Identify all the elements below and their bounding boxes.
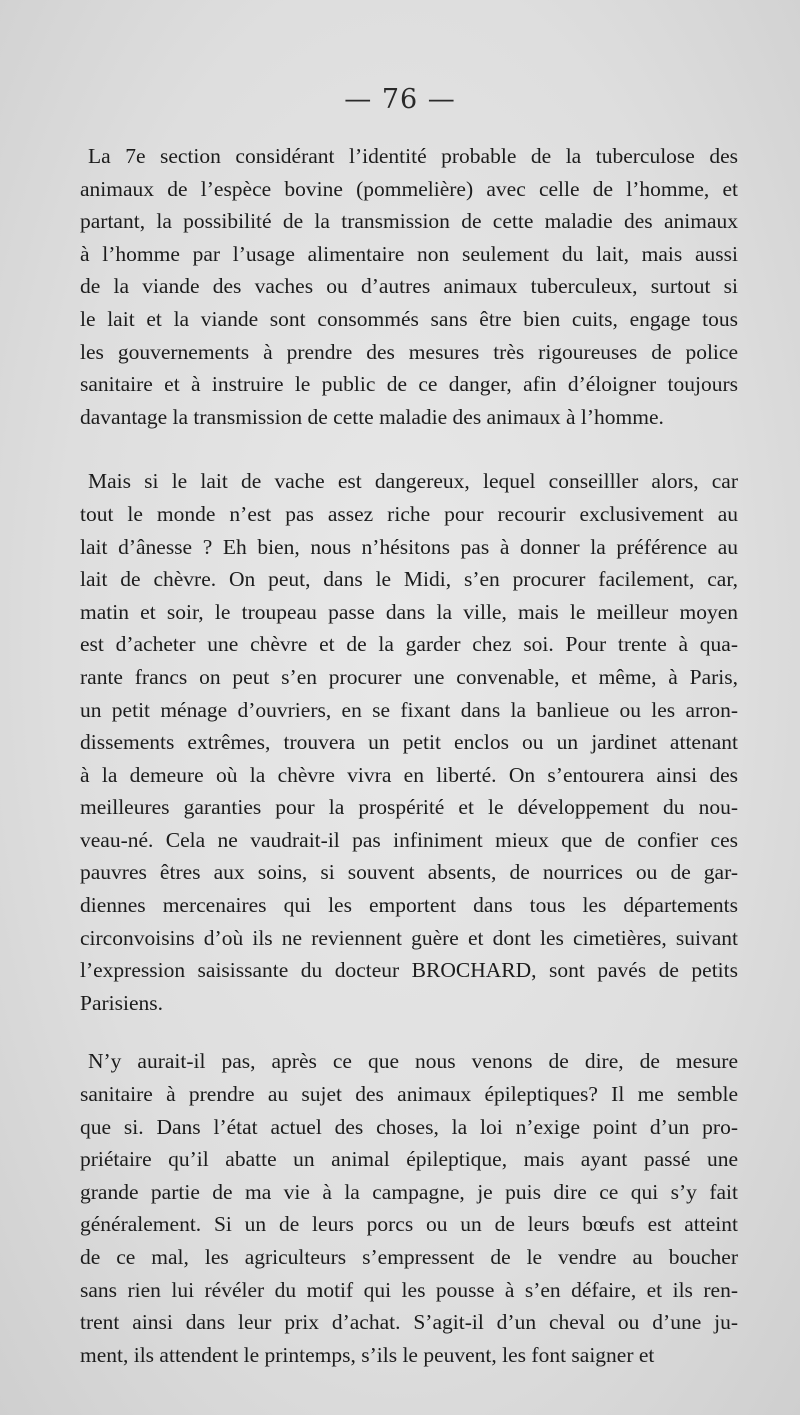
text-line: Parisiens. xyxy=(80,990,164,1015)
text-line: dissements extrêmes, trouvera un petit enclos ou un jardinet attenant xyxy=(80,730,738,755)
text-line: sanitaire à prendre au sujet des animaux épileptiques? Il me semble xyxy=(80,1082,738,1107)
text-line: priétaire qu’il abatte un animal épileptique, mais ayant passé une xyxy=(80,1147,738,1172)
text-line: matin et soir, le troupeau passe dans la ville, mais le meilleur moyen xyxy=(80,599,738,624)
text-line: circonvoisins d’où ils ne reviennent guère et dont les cimetières, suivant xyxy=(80,925,738,950)
text-line: pauvres êtres aux soins, si souvent absents, de nourrices ou de gar- xyxy=(80,860,738,885)
text-line: à la demeure où la chèvre vivra en liberté. On s’entourera ainsi des xyxy=(80,762,738,787)
text-line: l’expression saisissante du docteur BROCHARD, sont pavés de petits xyxy=(80,958,738,983)
paragraph-goat-milk xyxy=(80,465,738,1019)
text-line: le lait et la viande sont consommés sans être bien cuits, engage tous xyxy=(80,306,738,331)
text-line: tout le monde n’est pas assez riche pour recourir exclusivement au xyxy=(80,501,738,526)
text-line: rante francs on peut s’en procurer une convenable, et même, à Paris, xyxy=(80,664,738,689)
text-line: diennes mercenaires qui les emportent dans tous les départements xyxy=(80,893,738,918)
text-line: les gouvernements à prendre des mesures très rigoureuses de police xyxy=(80,339,738,364)
text-line: lait de chèvre. On peut, dans le Midi, s’en procurer facilement, car, xyxy=(80,567,738,592)
text-line: davantage la transmission de cette maladie des animaux à l’homme. xyxy=(80,404,664,429)
text-line: grande partie de ma vie à la campagne, je puis dire ce qui s’y fait xyxy=(80,1179,738,1204)
text-line: animaux de l’espèce bovine (pommelière) avec celle de l’homme, et xyxy=(80,176,738,201)
text-line: sans rien lui révéler du motif qui les pousse à s’en défaire, et ils ren- xyxy=(80,1277,738,1302)
page-number: — 76 — xyxy=(344,84,456,115)
text-line: est d’acheter une chèvre et de la garder chez soi. Pour trente à qua- xyxy=(80,632,738,657)
text-line: sanitaire et à instruire le public de ce danger, afin d’éloigner toujours xyxy=(80,372,738,397)
text-line: que si. Dans l’état actuel des choses, la loi n’exige point d’un pro- xyxy=(80,1114,738,1139)
text-line: partant, la possibilité de la transmission de cette maladie des animaux xyxy=(80,209,738,234)
text-line: N’y aurait-il pas, après ce que nous venons de dire, de mesure xyxy=(88,1049,738,1074)
text-line: trent ainsi dans leur prix d’achat. S’agit-il d’un cheval ou d’une ju- xyxy=(80,1310,738,1335)
text-line: généralement. Si un de leurs porcs ou un de leurs bœufs est atteint xyxy=(80,1212,738,1237)
text-line: un petit ménage d’ouvriers, en se fixant dans la banlieue ou les arron- xyxy=(80,697,738,722)
text-line: Mais si le lait de vache est dangereux, lequel conseilller alors, car xyxy=(88,469,738,494)
text-line: lait d’ânesse ? Eh bien, nous n’hésitons pas à donner la préférence au xyxy=(80,534,738,559)
text-line: de ce mal, les agriculteurs s’empressent de le vendre au boucher xyxy=(80,1245,738,1269)
paragraph-tuberculosis xyxy=(80,140,738,433)
paragraph-epileptic-animals xyxy=(80,1045,738,1371)
text-line: La 7e section considérant l’identité probable de la tuberculose des xyxy=(88,144,738,168)
text-line: meilleures garanties pour la prospérité et le développement du nou- xyxy=(80,795,738,820)
text-line: ment, ils attendent le printemps, s’ils le peuvent, les font saigner et xyxy=(80,1342,655,1367)
text-line: de la viande des vaches ou d’autres animaux tuberculeux, surtout si xyxy=(80,274,738,299)
body-text xyxy=(80,140,738,1371)
text-line: à l’homme par l’usage alimentaire non seulement du lait, mais aussi xyxy=(80,241,738,266)
text-line: veau-né. Cela ne vaudrait-il pas infiniment mieux que de confier ces xyxy=(80,827,738,852)
